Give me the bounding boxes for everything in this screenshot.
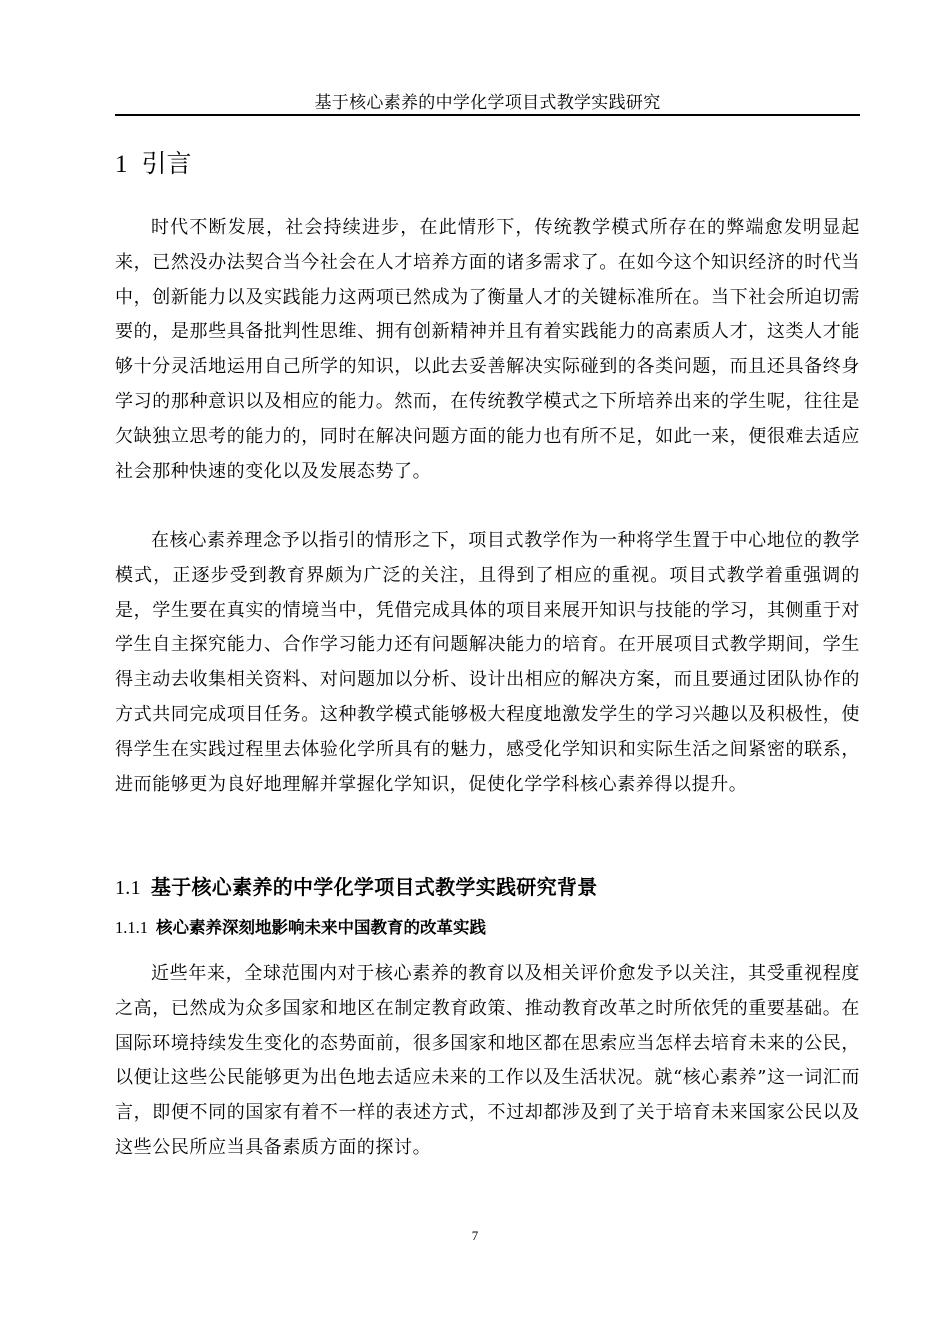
- body-paragraph: 时代不断发展，社会持续进步，在此情形下，传统教学模式所存在的弊端愈发明显起来，已然没办法契合当今社会在人才培养方面的诸多需求了。在如今这个知识经济的时代当中，创新能力以及实践能力这两项已然成为了衡量人才的关键标准所在。当下社会所迫切需要的，是那些具备批判性思维、拥有创新精神并且有着实践能力的高素质人才，这类人才能够十分灵活地运用自己所学的知识，以此去妥善解决实际碰到的各类问题，而且还具备终身学习的那种意识以及相应的能力。然而，在传统教学模式之下所培养出来的学生呢，往往是欠缺独立思考的能力的，同时在解决问题方面的能力也有所不足，如此一来，便很难去适应社会那种快速的变化以及发展态势了。: [115, 217, 860, 482]
- section-number: 1.1: [115, 877, 141, 899]
- chapter-title: 引言: [141, 149, 192, 178]
- body-paragraph: 在核心素养理念予以指引的情形之下，项目式教学作为一种将学生置于中心地位的教学模式，正逐步受到教育界颇为广泛的关注，且得到了相应的重视。项目式教学着重强调的是，学生要在真实的情境当中，凭借完成具体的项目来展开知识与技能的学习，其侧重于对学生自主探究能力、合作学习能力还有问题解决能力的培育。在开展项目式教学期间，学生得主动去收集相关资料、对问题加以分析、设计出相应的解决方案，而且要通过团队协作的方式共同完成项目任务。这种教学模式能够极大程度地激发学生的学习兴趣以及积极性，使得学生在实践过程里去体验化学所具有的魅力，感受化学知识和实际生活之间紧密的联系，进而能够更为良好地理解并掌握化学知识，促使化学学科核心素养得以提升。: [115, 530, 860, 795]
- body-paragraph: 近些年来，全球范围内对于核心素养的教育以及相关评价愈发予以关注，其受重视程度之高，已然成为众多国家和地区在制定教育政策、推动教育改革之时所依凭的重要基础。在国际环境持续发生变化的态势面前，很多国家和地区都在思索应当怎样去培育未来的公民，以便让这些公民能够更为出色地去适应未来的工作以及生活状况。就“核心素养”这一词汇而言，即便不同的国家有着不一样的表述方式，不过却都涉及到了关于培育未来国家公民以及这些公民所应当具备素质方面的探讨。: [115, 963, 860, 1158]
- chapter-heading: [115, 146, 192, 183]
- subsection-number: 1.1.1: [115, 918, 148, 937]
- section-title: 基于核心素养的中学化学项目式教学实践研究背景: [150, 875, 598, 899]
- section-heading: [115, 872, 598, 903]
- chapter-number: 1: [115, 151, 128, 178]
- page-number: 7: [471, 1228, 479, 1243]
- running-header: 基于核心素养的中学化学项目式教学实践研究: [314, 93, 661, 113]
- header-divider: [115, 114, 860, 116]
- subsection-heading: [115, 914, 486, 942]
- subsection-title: 核心素养深刻地影响未来中国教育的改革实践: [156, 918, 486, 937]
